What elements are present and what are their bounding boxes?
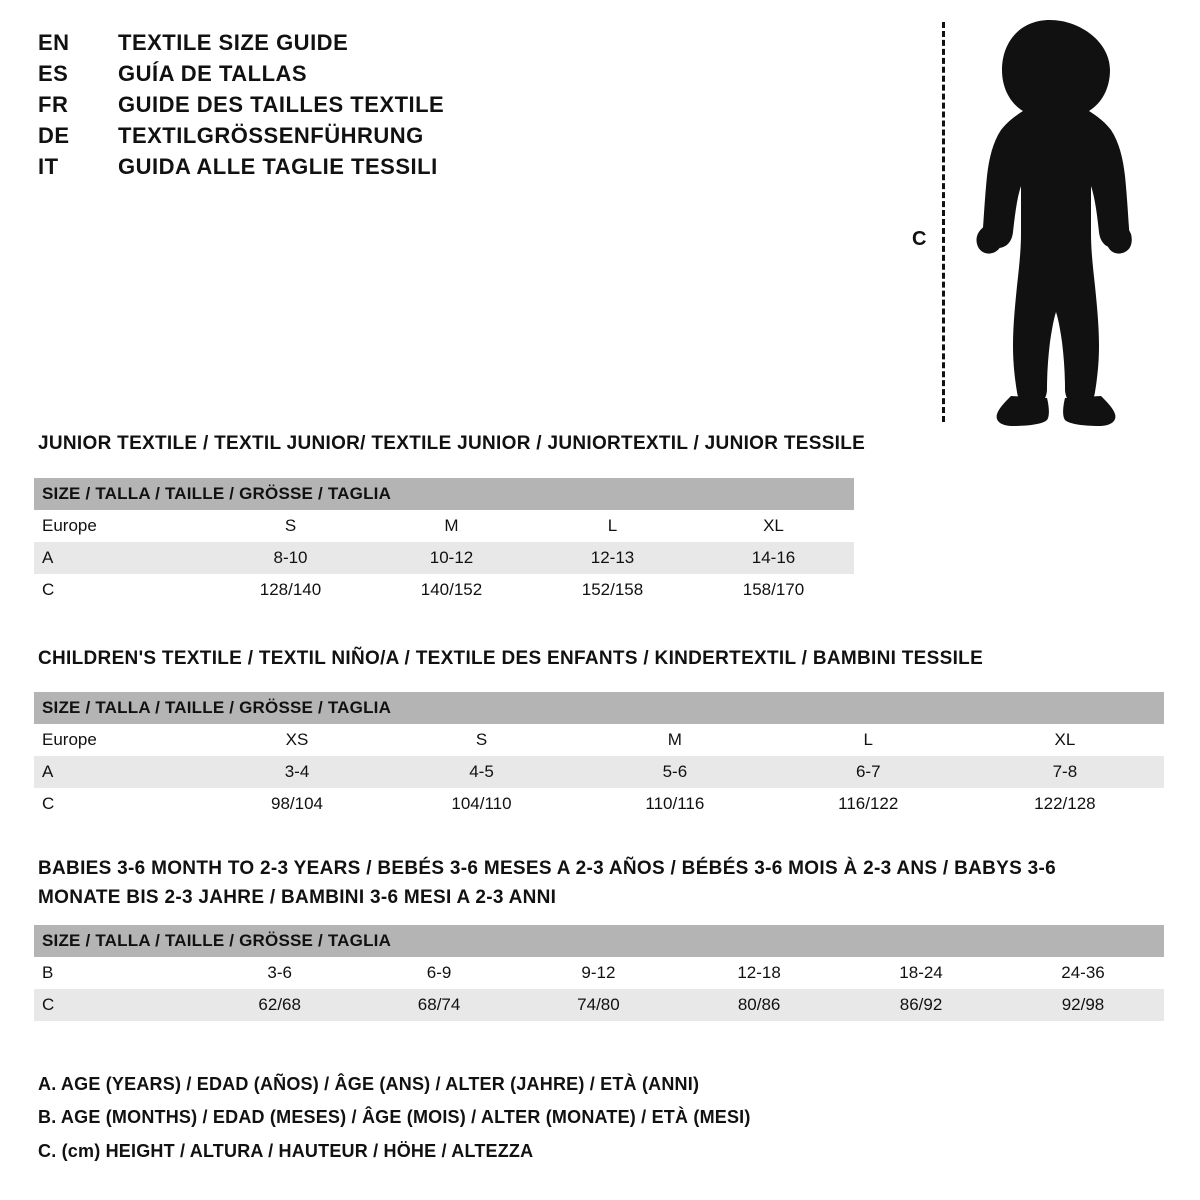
row-value: 110/116 — [579, 788, 771, 820]
table-row — [34, 724, 1164, 756]
language-code: ES — [38, 61, 69, 86]
row-value: 122/128 — [966, 788, 1164, 820]
table-row — [34, 989, 1164, 1021]
table-band-header — [34, 478, 854, 510]
size-table-children — [34, 692, 1164, 820]
row-value: 3-4 — [210, 756, 384, 788]
legend-line-c: C. (cm) HEIGHT / ALTURA / HAUTEUR / HÖHE / ALTEZZA — [38, 1140, 534, 1161]
table-band-header — [34, 925, 1164, 957]
section-title-children: CHILDREN'S TEXTILE / TEXTIL NIÑO/A / TEXTILE DES ENFANTS / KINDERTEXTIL / BAMBINI TESSILE — [38, 648, 984, 669]
row-value: 140/152 — [371, 574, 532, 606]
row-value: 12-13 — [532, 542, 693, 574]
row-value: 116/122 — [771, 788, 966, 820]
language-row — [38, 123, 598, 149]
row-value: 9-12 — [519, 957, 678, 989]
row-label: A — [34, 542, 210, 574]
language-code: FR — [38, 92, 69, 117]
row-value: 6-7 — [771, 756, 966, 788]
language-row — [38, 30, 598, 56]
row-value: 7-8 — [966, 756, 1164, 788]
row-value: XL — [693, 510, 854, 542]
row-label: C — [34, 989, 200, 1021]
size-table-babies — [34, 925, 1164, 1021]
language-code: DE — [38, 123, 70, 148]
language-title: TEXTILGRÖSSENFÜHRUNG — [118, 123, 424, 148]
row-value: 98/104 — [210, 788, 384, 820]
row-value: M — [371, 510, 532, 542]
row-value: 158/170 — [693, 574, 854, 606]
measurement-figure — [900, 10, 1160, 430]
band-label: SIZE / TALLA / TAILLE / GRÖSSE / TAGLIA — [34, 925, 1164, 957]
legend-line-b: B. AGE (MONTHS) / EDAD (MESES) / ÂGE (MOIS) / ALTER (MONATE) / ETÀ (MESI) — [38, 1107, 751, 1128]
row-label: C — [34, 574, 210, 606]
language-title-block — [38, 30, 598, 185]
row-label: Europe — [34, 724, 210, 756]
table-row — [34, 756, 1164, 788]
language-title: TEXTILE SIZE GUIDE — [118, 30, 349, 55]
row-value: 3-6 — [200, 957, 359, 989]
child-silhouette-icon — [955, 18, 1155, 428]
table-row — [34, 510, 854, 542]
language-row — [38, 61, 598, 87]
row-value: 24-36 — [1002, 957, 1164, 989]
band-label: SIZE / TALLA / TAILLE / GRÖSSE / TAGLIA — [34, 478, 854, 510]
row-label: B — [34, 957, 200, 989]
row-value: 104/110 — [384, 788, 579, 820]
row-value: 128/140 — [210, 574, 371, 606]
row-value: 80/86 — [678, 989, 840, 1021]
row-value: S — [384, 724, 579, 756]
table-row — [34, 542, 854, 574]
table-band-header — [34, 692, 1164, 724]
row-value: 12-18 — [678, 957, 840, 989]
table-row — [34, 574, 854, 606]
row-value: L — [771, 724, 966, 756]
row-value: 86/92 — [840, 989, 1002, 1021]
size-table-junior — [34, 478, 854, 606]
table-row — [34, 788, 1164, 820]
row-label: A — [34, 756, 210, 788]
section-title-junior: JUNIOR TEXTILE / TEXTIL JUNIOR/ TEXTILE JUNIOR / JUNIORTEXTIL / JUNIOR TESSILE — [38, 433, 866, 454]
row-value: 62/68 — [200, 989, 359, 1021]
language-row — [38, 92, 598, 118]
language-code: IT — [38, 154, 59, 179]
row-value: S — [210, 510, 371, 542]
row-value: 10-12 — [371, 542, 532, 574]
language-title: GUIDE DES TAILLES TEXTILE — [118, 92, 445, 117]
row-label: C — [34, 788, 210, 820]
row-value: 4-5 — [384, 756, 579, 788]
height-dashed-line — [942, 22, 945, 422]
row-value: 8-10 — [210, 542, 371, 574]
language-title: GUÍA DE TALLAS — [118, 61, 308, 86]
section-title-babies: BABIES 3-6 MONTH TO 2-3 YEARS / BEBÉS 3-6 MESES A 2-3 AÑOS / BÉBÉS 3-6 MOIS À 2-3 ANS / BABYS 3-6 MONATE BIS 2-3 JAHRE / BAMBINI 3-6 MESI A 2-3 ANNI — [38, 858, 1057, 908]
row-value: 152/158 — [532, 574, 693, 606]
row-value: 6-9 — [359, 957, 518, 989]
language-row — [38, 154, 598, 180]
row-value: XL — [966, 724, 1164, 756]
table-row — [34, 957, 1164, 989]
row-value: 14-16 — [693, 542, 854, 574]
row-value: M — [579, 724, 771, 756]
row-value: 92/98 — [1002, 989, 1164, 1021]
row-value: XS — [210, 724, 384, 756]
band-label: SIZE / TALLA / TAILLE / GRÖSSE / TAGLIA — [34, 692, 1164, 724]
row-value: 74/80 — [519, 989, 678, 1021]
row-value: 68/74 — [359, 989, 518, 1021]
row-value: 18-24 — [840, 957, 1002, 989]
row-value: L — [532, 510, 693, 542]
row-label: Europe — [34, 510, 210, 542]
language-title: GUIDA ALLE TAGLIE TESSILI — [118, 154, 438, 179]
height-measure-label: C — [912, 228, 927, 250]
legend-line-a: A. AGE (YEARS) / EDAD (AÑOS) / ÂGE (ANS) / ALTER (JAHRE) / ETÀ (ANNI) — [38, 1074, 700, 1094]
row-value: 5-6 — [579, 756, 771, 788]
legend-block — [38, 1068, 751, 1168]
language-code: EN — [38, 30, 70, 55]
